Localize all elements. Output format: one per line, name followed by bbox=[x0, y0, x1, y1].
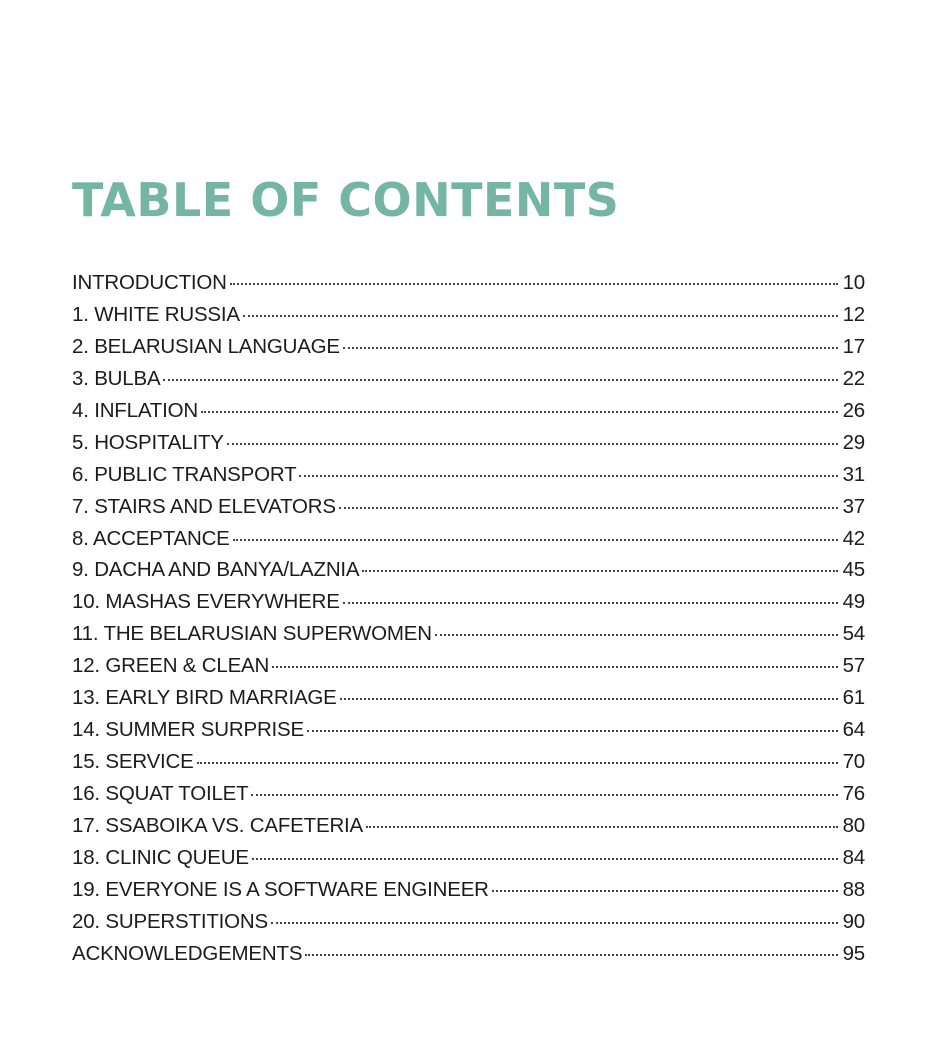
toc-entry[interactable] bbox=[72, 682, 865, 714]
toc-entry[interactable] bbox=[72, 778, 865, 810]
toc-entry-page-number: 57 bbox=[842, 654, 865, 678]
toc-entry-label: INTRODUCTION bbox=[72, 271, 227, 294]
toc-entry[interactable] bbox=[72, 395, 865, 427]
dot-leader bbox=[339, 507, 838, 509]
toc-entry-page-number: 17 bbox=[842, 334, 865, 358]
toc-entry[interactable] bbox=[72, 714, 865, 746]
dot-leader bbox=[243, 315, 838, 317]
dot-leader bbox=[252, 858, 838, 860]
toc-entry-label: 15. SERVICE bbox=[72, 750, 194, 774]
toc-entry-label: 6. PUBLIC TRANSPORT bbox=[72, 462, 297, 486]
toc-entry[interactable] bbox=[72, 491, 865, 523]
toc-entry-label: 10. MASHAS EVERYWHERE bbox=[72, 590, 340, 614]
toc-entry[interactable] bbox=[72, 586, 865, 618]
toc-entry[interactable] bbox=[72, 938, 865, 970]
toc-entry-label: 12. GREEN & CLEAN bbox=[72, 654, 270, 678]
toc-entry-page-number: 64 bbox=[842, 718, 865, 742]
toc-entry-page-number: 29 bbox=[842, 430, 865, 454]
table-of-contents-list bbox=[72, 267, 865, 970]
toc-entry[interactable] bbox=[72, 842, 865, 874]
toc-entry[interactable] bbox=[72, 746, 865, 778]
toc-entry-page-number: 10 bbox=[842, 271, 865, 294]
dot-leader bbox=[305, 954, 838, 956]
toc-entry-label: ACKNOWLEDGEMENTS bbox=[72, 941, 303, 965]
dot-leader bbox=[197, 762, 838, 764]
toc-entry-page-number: 42 bbox=[842, 526, 865, 550]
toc-entry[interactable] bbox=[72, 650, 865, 682]
toc-entry-label: 3. BULBA bbox=[72, 366, 161, 390]
toc-entry[interactable] bbox=[72, 267, 865, 299]
toc-entry[interactable] bbox=[72, 427, 865, 459]
toc-entry-label: 11. THE BELARUSIAN SUPERWOMEN bbox=[72, 622, 432, 646]
toc-entry-page-number: 90 bbox=[842, 909, 865, 933]
toc-entry[interactable] bbox=[72, 554, 865, 586]
toc-entry[interactable] bbox=[72, 906, 865, 938]
toc-entry-page-number: 76 bbox=[842, 782, 865, 805]
dot-leader bbox=[343, 347, 838, 349]
dot-leader bbox=[340, 698, 838, 700]
toc-entry-page-number: 45 bbox=[842, 558, 865, 582]
toc-entry-label: 7. STAIRS AND ELEVATORS bbox=[72, 494, 336, 518]
toc-entry-label: 4. INFLATION bbox=[72, 398, 198, 422]
toc-entry-label: 8. ACCEPTANCE bbox=[72, 526, 230, 550]
toc-entry-label: 14. SUMMER SURPRISE bbox=[72, 718, 305, 742]
toc-entry-page-number: 49 bbox=[842, 590, 865, 614]
dot-leader bbox=[271, 922, 838, 924]
toc-entry[interactable] bbox=[72, 459, 865, 491]
toc-entry-label: 20. SUPERSTITIONS bbox=[72, 909, 268, 933]
toc-entry-label: 19. EVERYONE IS A SOFTWARE ENGINEER bbox=[72, 877, 489, 901]
toc-entry-page-number: 31 bbox=[842, 462, 865, 486]
dot-leader bbox=[299, 475, 838, 477]
dot-leader bbox=[163, 379, 838, 381]
dot-leader bbox=[230, 283, 838, 285]
toc-entry-label: 13. EARLY BIRD MARRIAGE bbox=[72, 686, 337, 710]
dot-leader bbox=[272, 666, 838, 668]
toc-entry-page-number: 80 bbox=[842, 813, 865, 837]
dot-leader bbox=[227, 443, 838, 445]
toc-entry-page-number: 54 bbox=[842, 622, 865, 646]
toc-entry[interactable] bbox=[72, 810, 865, 842]
dot-leader bbox=[307, 730, 838, 732]
toc-entry-page-number: 70 bbox=[842, 750, 865, 774]
toc-entry-page-number: 61 bbox=[842, 686, 865, 710]
dot-leader bbox=[492, 890, 838, 892]
toc-entry-page-number: 95 bbox=[842, 941, 865, 965]
toc-entry[interactable] bbox=[72, 523, 865, 555]
toc-entry-label: 2. BELARUSIAN LANGUAGE bbox=[72, 334, 340, 358]
toc-entry[interactable] bbox=[72, 331, 865, 363]
toc-entry-page-number: 88 bbox=[842, 877, 865, 901]
dot-leader bbox=[435, 634, 838, 636]
toc-entry-label: 9. DACHA AND BANYA/LAZNIA bbox=[72, 558, 360, 582]
toc-entry[interactable] bbox=[72, 299, 865, 331]
toc-entry-page-number: 84 bbox=[842, 845, 865, 869]
toc-entry[interactable] bbox=[72, 874, 865, 906]
toc-entry-label: 5. HOSPITALITY bbox=[72, 430, 224, 454]
toc-entry-page-number: 37 bbox=[842, 494, 865, 518]
dot-leader bbox=[251, 794, 838, 796]
page-title: TABLE OF CONTENTS bbox=[72, 173, 620, 227]
dot-leader bbox=[362, 570, 838, 572]
toc-entry-label: 18. CLINIC QUEUE bbox=[72, 845, 249, 869]
toc-entry-page-number: 12 bbox=[842, 302, 865, 326]
dot-leader bbox=[366, 826, 838, 828]
dot-leader bbox=[233, 539, 838, 541]
toc-entry-label: 16. SQUAT TOILET bbox=[72, 782, 249, 805]
dot-leader bbox=[343, 602, 838, 604]
toc-entry[interactable] bbox=[72, 363, 865, 395]
toc-entry-label: 1. WHITE RUSSIA bbox=[72, 302, 240, 326]
toc-entry-label: 17. SSABOIKA VS. CAFETERIA bbox=[72, 813, 364, 837]
toc-entry-page-number: 26 bbox=[842, 398, 865, 422]
toc-entry[interactable] bbox=[72, 618, 865, 650]
toc-entry-page-number: 22 bbox=[842, 366, 865, 390]
dot-leader bbox=[201, 411, 838, 413]
